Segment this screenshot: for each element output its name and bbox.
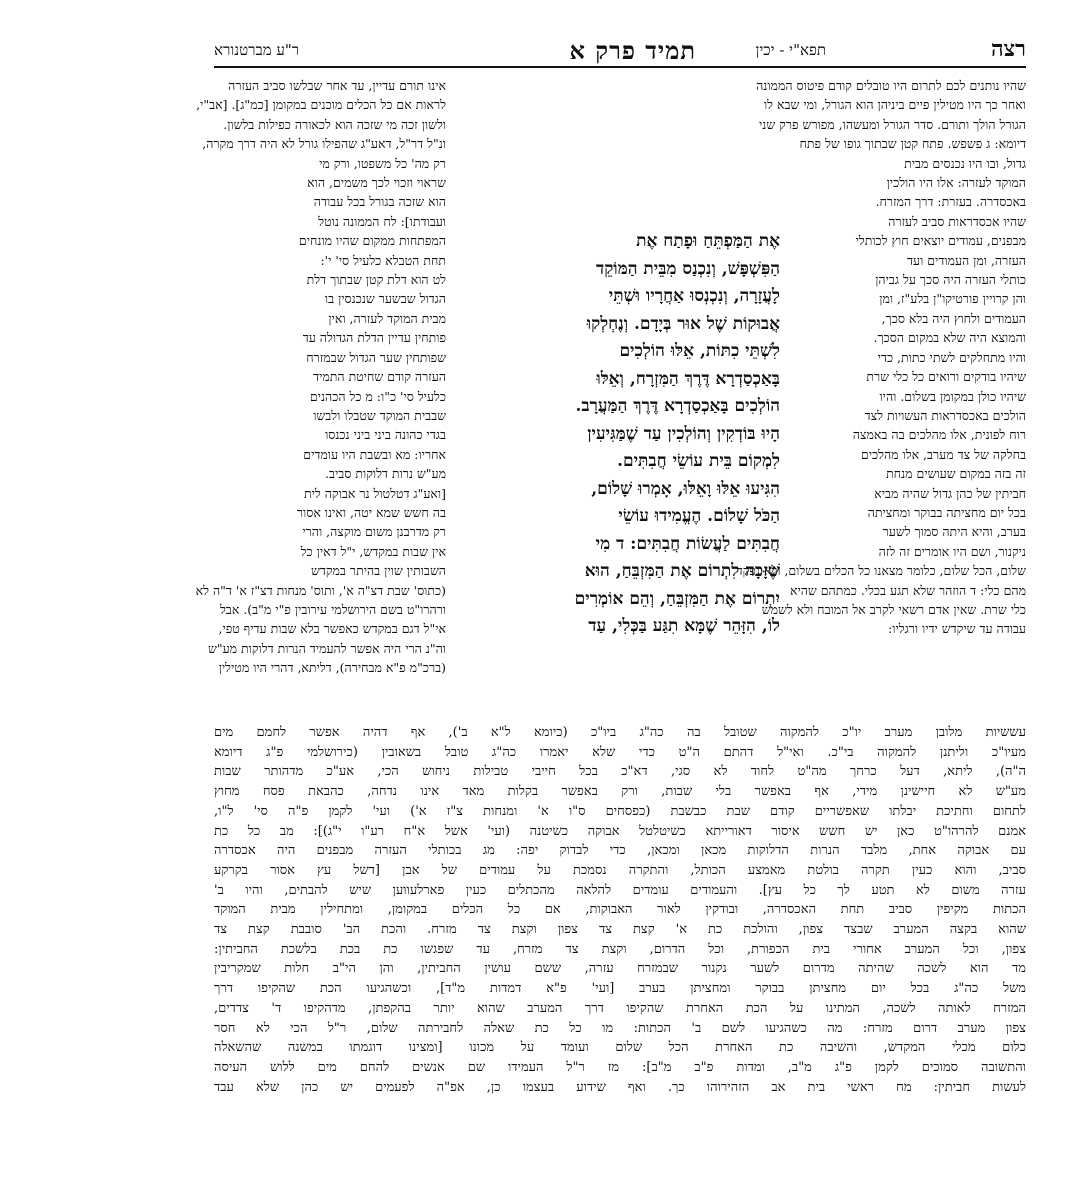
commentary-line: כלי שרת. שאין אדם רשאי לקרב אל המובח ולא לשמש [761, 601, 1026, 617]
bartenura-column [736, 76, 1026, 639]
mishna-line: לָעֲזָרָה, וְנִכְנְסוּ אַחֲרָיו וּשְׁתֵּי [608, 286, 780, 306]
commentary-line: (ברכ"מ פ"א מבחירה), דליתא, דהרי היו מטילין [218, 660, 446, 676]
commentary-line: כלעיל סי' כ"ו: מ כל הכהנים [309, 388, 446, 404]
commentary-line: רק מדרבנן משום מוקצה, והרי [302, 524, 446, 540]
commentary-line: עבודה עד שיקדש ידיו ורגליו: [888, 621, 1026, 637]
mishna-line: שֶׁזָּכָה לִתְרוֹם אֶת הַמִּזְבֵּחַ, הוּא [584, 561, 780, 581]
mishna-line: הַכֹּל שָׁלוֹם. הֶעֱמִידוּ עוֹשֵׂי [618, 506, 780, 526]
commentary-name: ר"ע מברטנורא [214, 41, 300, 59]
mishna-line: בָּאַכְסַדְרָא דֶּרֶךְ הַמִּזְרָח, וְאֵלּוּ [596, 368, 780, 389]
commentary-line: רק מה' כל משפטו, ורק מי [319, 155, 446, 171]
mishna-line: לִמְקוֹם בֵּית עוֹשֵׂי חֲבִתִּים. [617, 451, 780, 471]
commentary-line: העזרה, ומן העמודים ועד [906, 252, 1026, 268]
commentary-line: והיו מתחלקים לשתי כתות, כדי [877, 349, 1026, 365]
commentary-line: העמודים ולחוץ היה בלא סכך, [881, 310, 1026, 326]
commentary-line: צפון, וכל המערב אחורי בית הכפורת, וכל הדרום, וקצת צד מזרח, עד שפגשו כת בכת בלשכת החביתין: [214, 941, 1026, 957]
commentary-line: שיהיו כולן במקומן בשלום. והיו [879, 388, 1026, 404]
commentary-line: הכתות מקיפין סביב תחת האכסדרה, ובודקין לאור האבוקות, אם כל הכלים במקומן, ומתחילין מבית המוקד [214, 902, 1026, 918]
commentary-line: שראוי וזכוי לכך משמים, הוא [307, 175, 446, 191]
commentary-line: זה בזה במקום שעושים מנחת [886, 466, 1026, 482]
mishna-line: אֶת הַמַּפְתֵּחַ וּפָתַח אֶת [636, 231, 780, 251]
commentary-line: המפתחות ממקום שהיו מונחים [298, 233, 446, 249]
commentary-line: הגדול שבשער שנכנסין בו [324, 291, 446, 307]
commentary-line: מע"ש נרות דלוקות סביב. [324, 466, 446, 482]
commentary-line: עששיות מלובן מערב יו"כ להמקוה שטובל בה כה"ג ביו"כ (כיומא ל"א ב'), אף דהיה אפשר לחמם מים [214, 725, 1026, 740]
commentary-line: [ואע"ג דטלטול נר אבוקה לית [304, 485, 446, 501]
commentary-line: שהוא בקצה המערב שבצד צפון, והולכת כת א' קצת צד צפון וקצת צד מזרח. והכת הב' סובבת קצת צד [214, 922, 1026, 938]
mishna-line: הִגִּיעוּ אֵלּוּ וָאֵלּוּ, אָמְרוּ שָׁלוֹם, [591, 478, 780, 499]
commentary-line: בחלקה של צד מערב, אלו מהלכים [860, 446, 1026, 462]
commentary-line: הגורל הולך ותורם. סדר הגורל ומעשהו, מפורש פרק שני [759, 116, 1026, 132]
commentary-line: (כתוס' שבת דצ"ה א', ותוס' מנחות דצ"ז א' ד"ה לא [195, 582, 446, 598]
commentary-line: באכסדרה. בעזרת: דרך המזרח. [875, 194, 1026, 210]
commentary-line: לט הוא דלת קטן שבתוך דלת [306, 272, 446, 288]
commentary-line: שלום, הכל שלום, כלומר מצאנו כל הכלים בשלום, ולא נפקד [736, 563, 1026, 579]
commentary-line: שהיו נותנים לכם לתרום היו טובלים קודם פיטוס הממונה [756, 78, 1026, 93]
commentary-line: שפותחין שער הגדול שבמזרח [306, 349, 446, 365]
commentary-line: מבפנים, עמודים יוצאים חוץ לכותלי [855, 233, 1026, 249]
commentary-line: בכל יום מחציתה בבוקר ומחציתה [867, 504, 1026, 520]
commentary-line: תחת הטבלא כלעיל סי' י': [320, 252, 446, 268]
page-number: רצה [991, 36, 1026, 62]
commentary-line: פותחין עדיין הדלת הגדולה עד [302, 330, 446, 346]
commentary-line: סביב, והוא כעין תקרה בולטת מאמצע הכותל, והתקרה נסמכת על עמודים של אבן [דשל עץ אסור בקרקע [214, 862, 1026, 878]
commentary-line: מהם כלי: ד הוזהר שלא תגע בכלי. כמתהם שהיא [789, 582, 1026, 598]
commentary-line: בערב, והיא היתה סמוך לשער [882, 524, 1026, 540]
commentary-line: העזרה קודם שחיטת התמיד [313, 369, 446, 385]
header-rule [214, 66, 1026, 68]
mishna-line: אֲבוּקוֹת שֶׁל אוּר בְּיָדָם. וְנֶחְלְקוּ [586, 313, 780, 334]
commentary-line: מד הוא לשכה שהיתה מדרום לשער נקנור שבמזרח עזרה, ששם עושין החביתין, והן הי"ב חלות שמקריבין [214, 961, 1026, 977]
commentary-line: לעשות חביתין: מח ראשי בית אב הזהירוהו כך. ואף שידוע בעצמו כן, אפ"ה לפעמים יש כהן שלא עבד [214, 1079, 1026, 1095]
tiferet-column [195, 76, 446, 678]
commentary-line: ואחר כך היו מטילין פיים ביניהן הוא הגורל, ומי שבא לו [763, 97, 1026, 113]
commentary-line: מעיו"כ וליתנן להמקוה בי"כ. ואי"ל דהתם ה"ט כדי שלא יאמרו כה"ג טובל בשאובין (כירושלמי פ"ג דיומא [214, 744, 1026, 760]
commentary-line: שבבית המוקד שטבלו ולבשו [313, 407, 446, 423]
mishna-line: לִשְׁתֵּי כִתּוֹת, אֵלּוּ הוֹלְכִים [619, 341, 780, 361]
mishna-line: הַפִּשְׁפָּשׁ, וְנִכְנַס מִבֵּית הַמּוֹקֵד [596, 258, 780, 279]
commentary-line: עם אבוקה אחת, מלבד הנרות הדלוקות מכאן ומכאן, כדי לבדוק יפה: מג בכותלי העזרה מבפנים היה אכסדרה [214, 843, 1026, 859]
commentary-line: לתחום וחתיכת יבלתו שאפשריים קודם שבת כבשבת (כפסחים ס"ו א' ומנחות צ"ז א') ועי' לקמן פ"ה סי' ל"ו, [214, 803, 1026, 819]
commentary-line: רוח לפונית, אלו מהלכים בה באמצה [852, 427, 1026, 443]
commentary-line: אחריו: מא ובשבת היו עומדים [303, 446, 446, 462]
commentary-line: בה חשש שמא יטה, ואינו אסור [296, 504, 446, 520]
commentary-line: כותלי העזרה היה סכך על גביהן [875, 272, 1026, 288]
mishna-line: הוֹלְכִים בָּאַכְסַדְרָא דֶּרֶךְ הַמַּעֲרָב. [575, 396, 780, 416]
mishna-line: חֲבִתִּים לַעֲשׂוֹת חֲבִתִּים: ד מִי [595, 533, 780, 554]
commentary-line: כלום מכלי המקדש, והשיבה כת האחרת הכל שלום ועומד על מכונו [ומצינו דוגמתו במשנה שהשאלה [214, 1040, 1026, 1056]
commentary-line: שהיו אכסדראות סביב לעזרה [888, 213, 1026, 229]
commentary-line: משל כה"ג בכל יום מחציתן בבוקר ומחציתן בערב [ועי' פ"א דמדות מ"ד], וכשהגיעו הכת שהקיפו דרך [214, 981, 1026, 997]
commentary-line: המוקד לעזרה: אלו היו הולכין [886, 175, 1026, 191]
running-range: תפא"י - יכין [755, 41, 826, 59]
commentary-line: צפון מערב דרום מזרח: מה כשהגיעו לשם ב' הכתות: מו כל כת שאלה לחבירתה שלום, ר"ל הכי לא חסר [214, 1020, 1026, 1036]
page-title: תמיד פרק א [569, 36, 696, 65]
mishna-line: לוֹ, הִזָּהֵר שֶׁמָּא תִגַּע בַּכְּלִי, עַד [588, 616, 780, 636]
commentary-line: השבותין שוין בהיתר במקדש [310, 563, 446, 579]
commentary-line: אמנם להרהו"ט כאן יש חשש איסור דאורייתא כשיטלטל אבוקה כשיטנה (ועי' אשל א"ח רע"ו י"ג)]: מב כל כת [214, 823, 1026, 839]
commentary-line: הוא שזכה בגורל בכל עבודה [313, 194, 446, 210]
commentary-line: והמוצא היה שלא במקום הסכך. [873, 330, 1026, 346]
mishna-text [452, 228, 780, 641]
page-header [214, 30, 1026, 64]
commentary-line: שיהיו בודקים ורואים כל כלי שרת [866, 369, 1026, 385]
commentary-line: גדול, ובו היו נכנסים מבית [904, 155, 1026, 171]
commentary-line: עזרה משום לא תטע לך כל עץ]. והעמודים עומדים להלאה מהכתלים כעין פארלעווען שיש להבתים, והיו ב' [214, 882, 1026, 898]
commentary-line: ולשון זכה מי שזכה הוא לכאורה כפילות בלשון. [223, 116, 446, 132]
bottom-commentary [214, 723, 1026, 1097]
mishna-line: הָיוּ בּוֹדְקִין וְהוֹלְכִין עַד שֶׁמַּגִּיעִין [587, 423, 780, 444]
commentary-line: דיומא: ג פשפש. פתח קטן שבתוך גופו של פתח [799, 136, 1026, 152]
commentary-line: אי"ל דגם במקדש כאפשר בלא שבות עדיף טפי, [218, 621, 446, 637]
commentary-line: אינו תורם עדיין, עד אחר שבלשו סביב העזרה [228, 78, 446, 93]
commentary-line: אין שבות במקדש, י"ל דאין כל [300, 543, 446, 559]
commentary-line: ועבודתו]: לח הממונה נוטל [318, 213, 446, 229]
mishna-line: יִתְרוֹם אֶת הַמִּזְבֵּחַ, וְהֵם אוֹמְרִים [574, 588, 780, 609]
commentary-line: והן קרויין פורטיקו"ן בלע"ז, ומן [879, 291, 1026, 307]
commentary-line: ונ"ל דר"ל, דאע"ג שהפילו גורל לא היה דרך מקרה, [202, 136, 446, 152]
commentary-line: וה"נ הרי היה אפשר להעמיד הנרות דלוקות מע"ש [207, 640, 446, 656]
commentary-line: ה"ה), ליתא, דעל כרחך מה"ט לחוד לא סגי, דא"כ בכל חייבי טבילות ניחוש הכי, אע"כ מדהותר שבות [214, 764, 1026, 780]
commentary-line: לראות אם כל הכלים מוכנים במקומן [כמ"ג]. [אב"י, [196, 97, 446, 113]
commentary-line: ורהרו"ט בשם הירושלמי עירובין פ"י מ"ב). אבל [219, 601, 446, 617]
commentary-line: חביתין של כהן גדול שהיה מביא [874, 485, 1026, 501]
commentary-line: ניקנור, ושם היו אומרים זה לזה [878, 543, 1026, 559]
commentary-line: המזרח לאותה לשכה, המתינו על הכת האחרת שהקיפו דרך המערב שהוא יותר בהקפתן, מדהקיפו ד' צדדים, [214, 1000, 1026, 1016]
commentary-line: מע"ש לא חיישינן מידי, אף באפשר בלי שבות, ורק באפשר בקלות מאד אינו נדחה, כהבאת פסח מחוץ [214, 784, 1026, 800]
commentary-line: מבית המוקד לעזרה, ואין [328, 310, 446, 326]
commentary-line: בגדי כהונה ביני ביני נכנסו [325, 427, 446, 443]
commentary-line: והתשובה סמוכים לקמן פ"ג מ"ב, ומדות פ"ב מ"ב]: מז ר"ל העמידו שם אנשים להחם מים ללוש העיסה [214, 1059, 1026, 1075]
commentary-line: הולכים באכסדראות העשויות לצד [864, 407, 1026, 423]
